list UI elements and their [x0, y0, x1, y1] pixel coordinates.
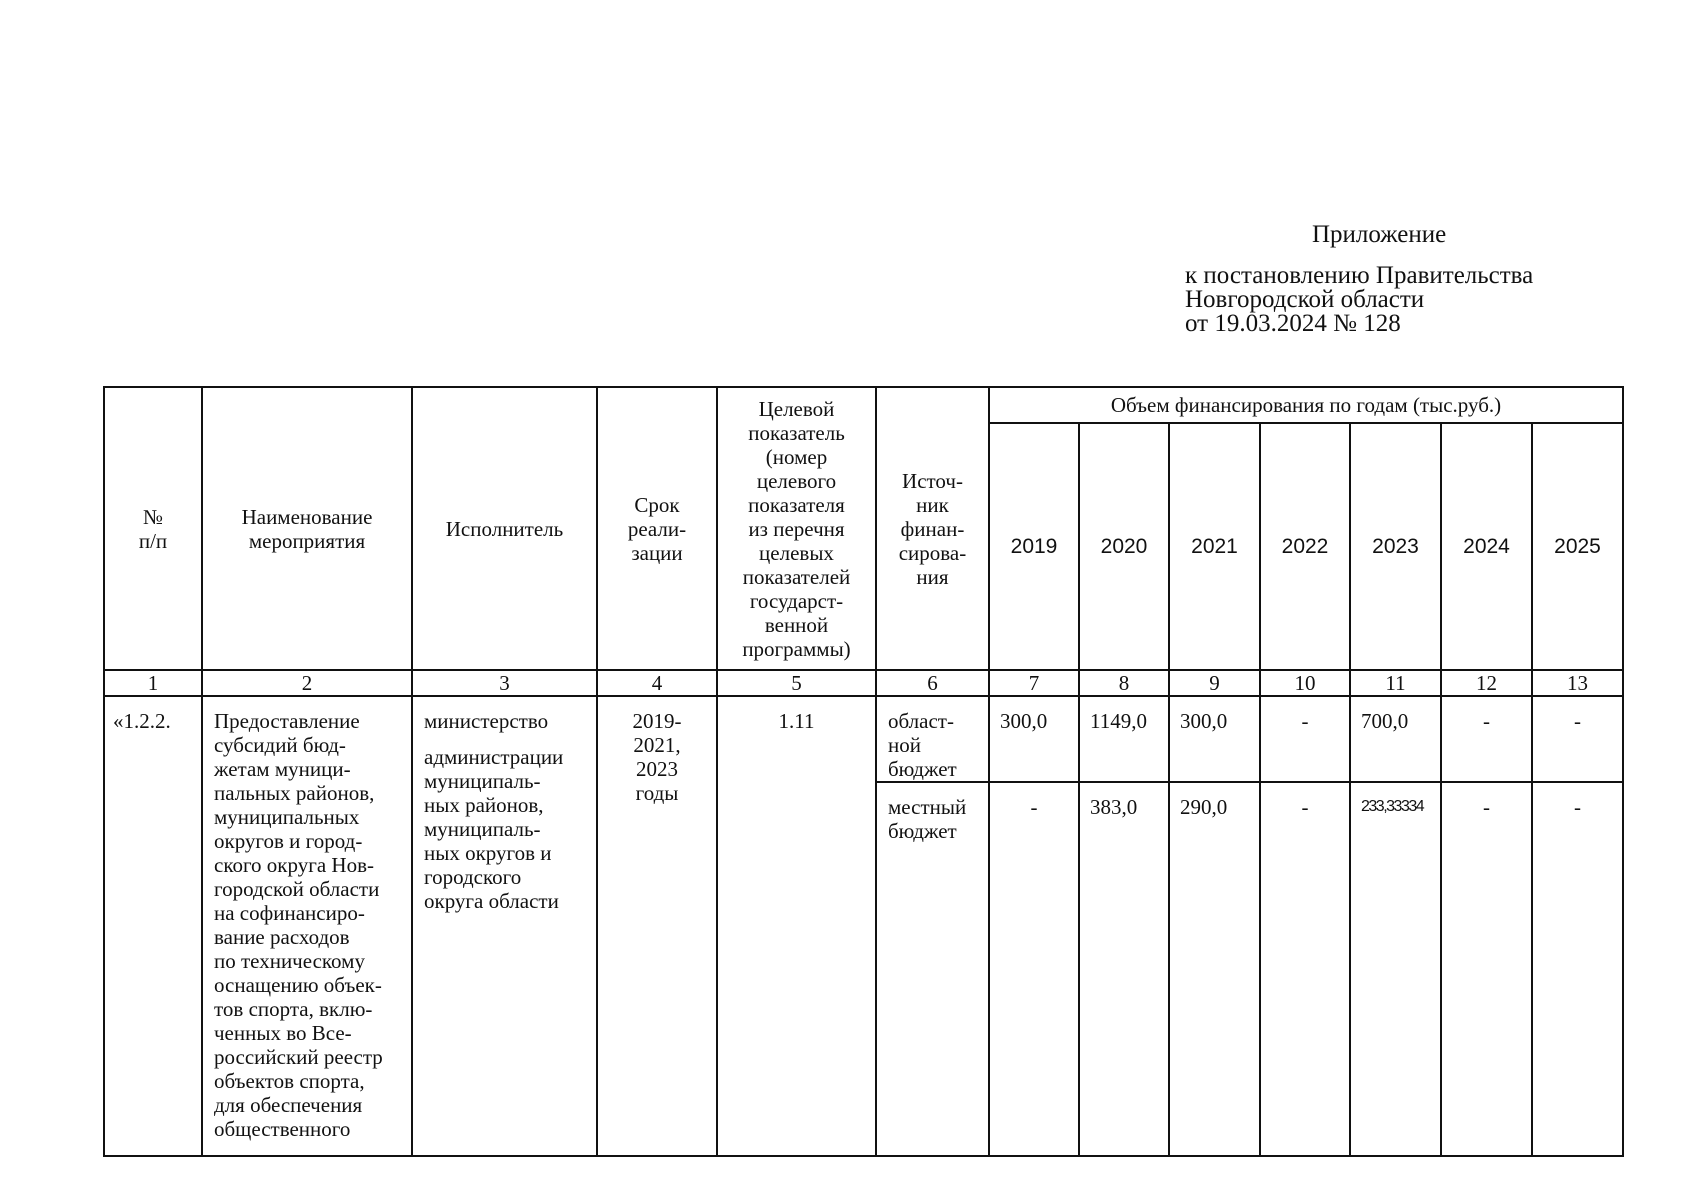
header-row-1 [104, 387, 1623, 423]
value-cell: - [1532, 782, 1623, 1156]
value-cell: - [1260, 782, 1350, 1156]
value-cell: - [1532, 696, 1623, 782]
value-cell: 700,0 [1350, 696, 1441, 782]
header-year-2023: 2023 [1350, 423, 1441, 670]
header-year-2025: 2025 [1532, 423, 1623, 670]
header-name: Наименование мероприятия [202, 387, 412, 670]
header-num: № п/п [104, 387, 202, 670]
executor-administrations: администрации муниципаль- ных районов, муниципаль- ных округов и городского округа области [424, 745, 564, 913]
column-number: 12 [1441, 670, 1532, 696]
value-cell: - [1260, 696, 1350, 782]
appendix-title: Приложение [1312, 221, 1447, 248]
header-funding-group: Объем финансирования по годам (тыс.руб.) [989, 387, 1623, 423]
appendix-line-3: от 19.03.2024 № 128 [1185, 310, 1401, 337]
column-number-row [104, 670, 1623, 696]
column-number: 8 [1079, 670, 1169, 696]
column-number: 2 [202, 670, 412, 696]
column-number: 5 [717, 670, 876, 696]
table-row [104, 696, 1623, 782]
row-term: 2019- 2021, 2023 годы [597, 696, 717, 1156]
source-local-budget: местный бюджет [876, 782, 989, 1156]
value-cell: 300,0 [989, 696, 1079, 782]
header-term: Срок реали- зации [597, 387, 717, 670]
header-source: Источ- ник финан- сирова- ния [876, 387, 989, 670]
header-year-2022: 2022 [1260, 423, 1350, 670]
column-number: 7 [989, 670, 1079, 696]
column-number: 1 [104, 670, 202, 696]
column-number: 13 [1532, 670, 1623, 696]
row-number: «1.2.2. [104, 696, 202, 1156]
column-number: 10 [1260, 670, 1350, 696]
column-number: 9 [1169, 670, 1260, 696]
header-indicator: Целевой показатель (номер целевого показателя из перечня целевых показателей государст- венной программы) [717, 387, 876, 670]
value-cell: 1149,0 [1079, 696, 1169, 782]
header-year-2019: 2019 [989, 423, 1079, 670]
funding-table [103, 386, 1624, 1157]
row-activity-name: Предоставление субсидий бюд- жетам муници- пальных районов, муниципальных округов и город- ского округа Нов- городской области на софинансиро- вание расходов по техническому оснащению объек- тов спорта, вклю- ченных во Все- российский реестр объектов спорта, для обеспечения общественного [202, 696, 412, 1156]
header-year-2021: 2021 [1169, 423, 1260, 670]
row-executor [412, 696, 597, 1156]
column-number: 4 [597, 670, 717, 696]
header-executor: Исполнитель [412, 387, 597, 670]
value-cell: 300,0 [1169, 696, 1260, 782]
value-cell: 383,0 [1079, 782, 1169, 1156]
appendix-line-1: к постановлению Правительства [1185, 262, 1534, 289]
column-number: 3 [412, 670, 597, 696]
value-cell: - [989, 782, 1079, 1156]
source-regional-budget: област- ной бюджет [876, 696, 989, 782]
header-year-2020: 2020 [1079, 423, 1169, 670]
row-indicator: 1.11 [717, 696, 876, 1156]
value-cell: 233,33334 [1350, 782, 1441, 1156]
column-number: 6 [876, 670, 989, 696]
appendix-line-2: Новгородской области [1185, 286, 1425, 313]
value-cell: 290,0 [1169, 782, 1260, 1156]
column-number: 11 [1350, 670, 1441, 696]
value-cell: - [1441, 696, 1532, 782]
executor-ministry: министерство [424, 709, 549, 733]
header-year-2024: 2024 [1441, 423, 1532, 670]
value-cell: - [1441, 782, 1532, 1156]
